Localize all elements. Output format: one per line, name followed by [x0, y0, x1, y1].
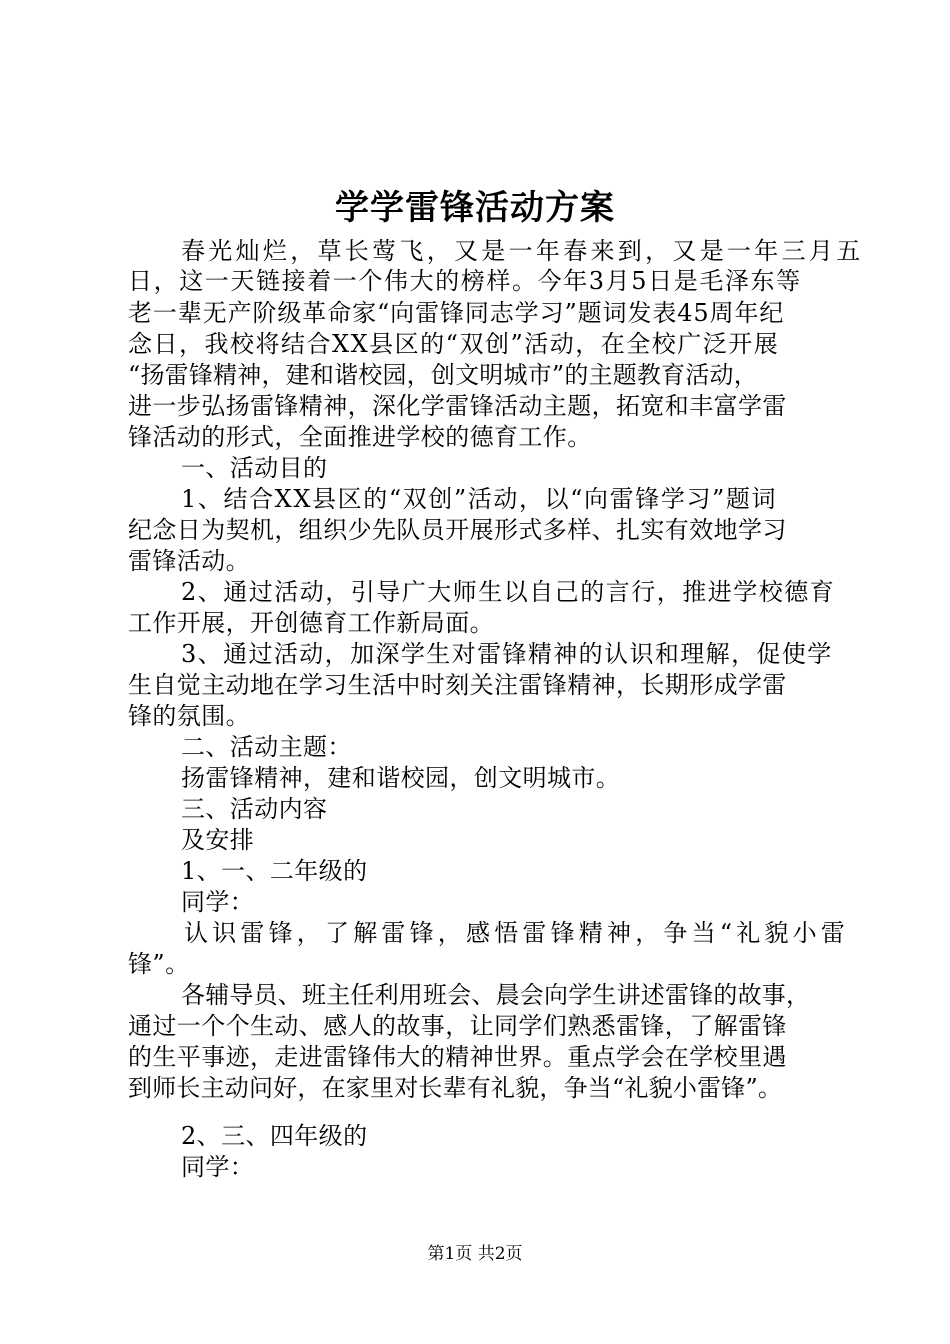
body-line: 1、一、二年级的: [181, 857, 368, 885]
body-line: 同学：: [181, 1153, 255, 1181]
section-heading: 三、活动内容: [181, 795, 328, 823]
body-line: 锋的氛围。: [128, 702, 250, 730]
body-line: 工作开展，开创德育工作新局面。: [128, 609, 494, 637]
body-line: “扬雷锋精神，建和谐校园，创文明城市”的主题教育活动，: [128, 361, 758, 389]
body-line: 老一辈无产阶级革命家“向雷锋同志学习”题词发表45周年纪: [128, 299, 785, 327]
body-line: 同学：: [181, 888, 255, 916]
body-line: 及安排: [181, 826, 255, 854]
body-line: 锋活动的形式，全面推进学校的德育工作。: [128, 423, 592, 451]
page-footer: 第1页 共2页: [427, 1244, 523, 1264]
section-heading: 二、活动主题：: [181, 733, 352, 761]
body-line: 念日，我校将结合XX县区的“双创”活动，在全校广泛开展: [128, 330, 780, 358]
body-line: 的生平事迹，走进雷锋伟大的精神世界。重点学会在学校里遇: [128, 1043, 787, 1071]
document-title: 学学雷锋活动方案: [335, 188, 615, 228]
body-line: 2、三、四年级的: [181, 1122, 368, 1150]
body-line: 各辅导员、班主任利用班会、晨会向学生讲述雷锋的故事，: [181, 981, 811, 1009]
body-line: 1、结合XX县区的“双创”活动，以“向雷锋学习”题词: [181, 485, 778, 513]
body-line: 生自觉主动地在学习生活中时刻关注雷锋精神，长期形成学雷: [128, 671, 787, 699]
body-line: 春光灿烂，草长莺飞，又是一年春来到，又是一年三月五: [181, 237, 864, 265]
body-line: 扬雷锋精神，建和谐校园，创文明城市。: [181, 764, 621, 792]
body-line: 雷锋活动。: [128, 547, 250, 575]
body-line: 日，这一天链接着一个伟大的榜样。今年3月5日是毛泽东等: [128, 267, 802, 295]
section-heading: 一、活动目的: [181, 454, 328, 482]
body-line: 锋”。: [128, 950, 190, 978]
body-line: 进一步弘扬雷锋精神，深化学雷锋活动主题，拓宽和丰富学雷: [128, 392, 787, 420]
body-line: 纪念日为契机，组织少先队员开展形式多样、扎实有效地学习: [128, 516, 787, 544]
body-line: 3、通过活动，加深学生对雷锋精神的认识和理解，促使学: [181, 640, 833, 668]
body-line: 2、通过活动，引导广大师生以自己的言行，推进学校德育: [181, 578, 836, 606]
body-line: 通过一个个生动、感人的故事，让同学们熟悉雷锋，了解雷锋: [128, 1012, 787, 1040]
body-line: 认识雷锋，了解雷锋，感悟雷锋精神，争当“礼貌小雷: [184, 919, 850, 947]
body-line: 到师长主动问好，在家里对长辈有礼貌，争当“礼貌小雷锋”。: [128, 1074, 783, 1102]
